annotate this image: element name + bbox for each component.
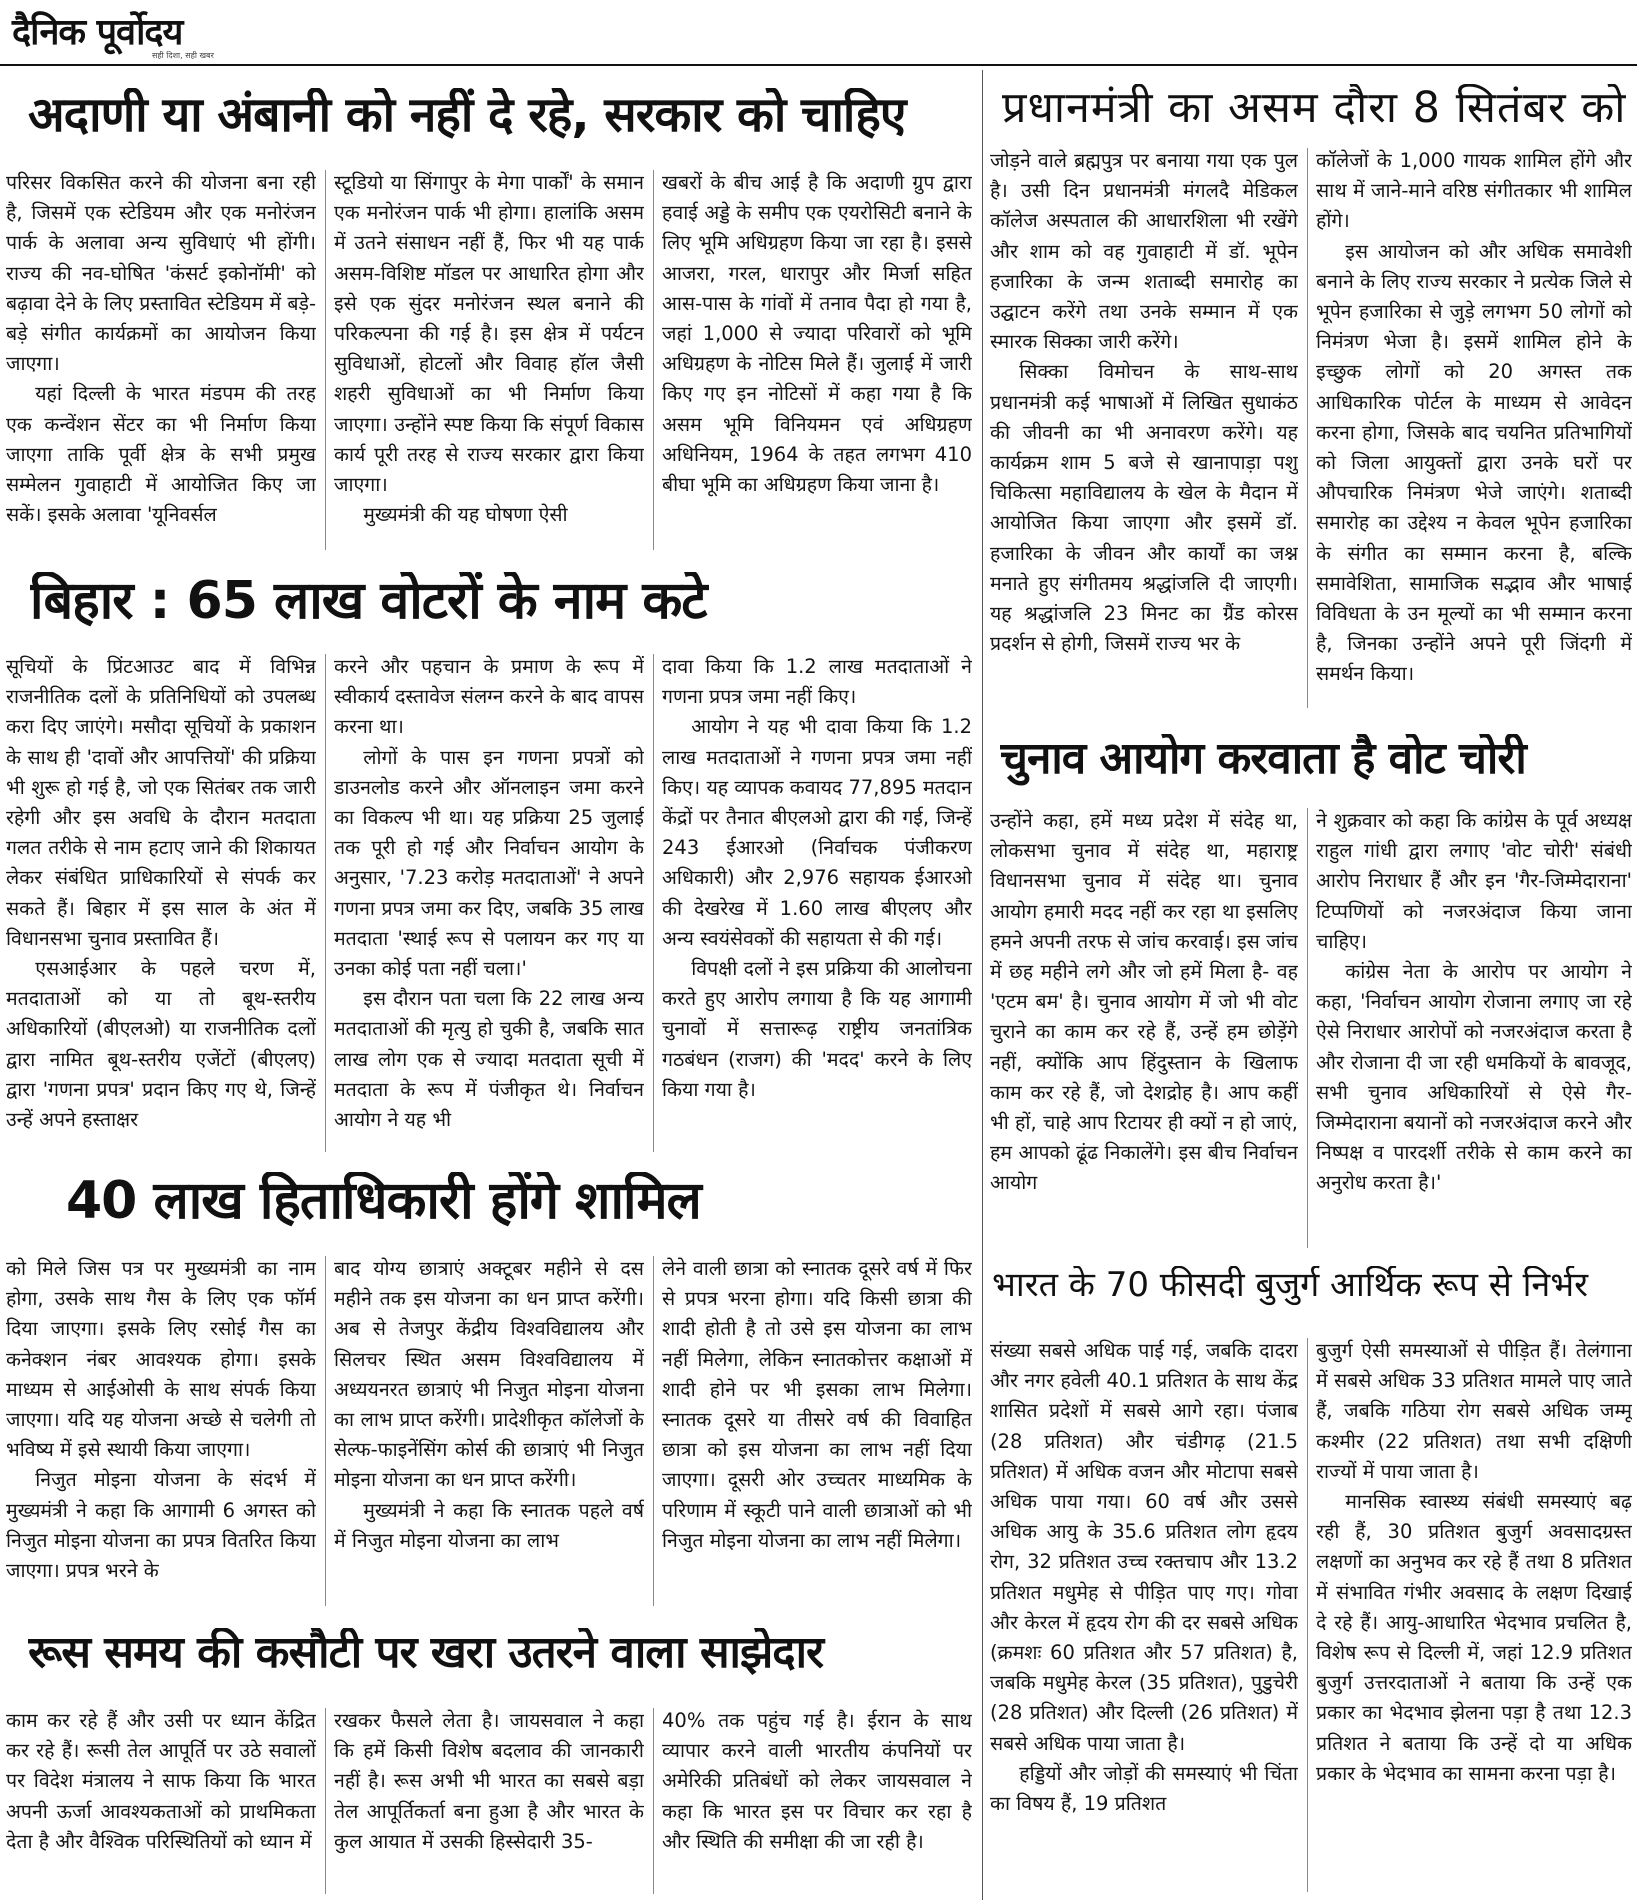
article-bihar-col-2 [334, 652, 644, 1156]
masthead-logo: दैनिक पूर्वोदय [12, 12, 183, 53]
column-divider [1307, 808, 1308, 1248]
paragraph: काम कर रहे हैं और उसी पर ध्यान केंद्रित कर रहे हैं। रूसी तेल आपूर्ति पर उठे सवालों पर विदेश मंत्रालय ने साफ किया कि भारत अपनी ऊर्जा आवश्यकताओं को प्राथमिकता देता है और वैश्विक परिस्थितियों को ध्यान में [6, 1709, 316, 1853]
paragraph: को मिले जिस पत्र पर मुख्यमंत्री का नाम होगा, उसके साथ गैस के लिए एक फॉर्म दिया जाएगा। इसके लिए रसोई गैस का कनेक्शन नंबर आवश्यक होगा। इसके माध्यम से आईओसी के साथ संपर्क किया जाएगा। यदि यह योजना अच्छे से चलेगी तो भविष्य में इसे स्थायी किया जाएगा। [6, 1257, 316, 1462]
column-divider [653, 170, 654, 550]
article-adani-col-1 [6, 168, 316, 554]
headline-pm-assam: प्रधानमंत्री का असम दौरा 8 सितंबर को [1002, 84, 1627, 133]
paragraph: इस दौरान पता चला कि 22 लाख अन्य मतदाताओं की मृत्यु हो चुकी है, जबकि सात लाख लोग एक से ज्यादा मतदाता सूची में मतदाता के रूप में पंजीकृत थे। निर्वाचन आयोग ने यह भी [334, 987, 644, 1132]
paragraph: दावा किया कि 1.2 लाख मतदाताओं ने गणना प्रपत्र जमा नहीं किए। [662, 655, 972, 709]
column-divider [1307, 148, 1308, 708]
paragraph: लेने वाली छात्रा को स्नातक दूसरे वर्ष में फिर से प्रपत्र भरना होगा। यदि किसी छात्रा की शादी होती है तो उसे इस योजना का लाभ नहीं मिलेगा, लेकिन स्नातकोत्तर कक्षाओं में शादी होने पर भी इसका लाभ मिलेगा। स्नातक दूसरे या तीसरे वर्ष की विवाहित छात्रा को इस योजना का लाभ नहीं दिया जाएगा। दूसरी ओर उच्चतर माध्यमिक के परिणाम में स्कूटी पाने वाली छात्राओं को भी निजुत मोइना योजना का लाभ नहीं मिलेगा। [662, 1257, 972, 1552]
paragraph: एसआईआर के पहले चरण में, मतदाताओं को या तो बूथ-स्तरीय अधिकारियों (बीएलओ) या राजनीतिक दलों द्वारा नामित बूथ-स्तरीय एजेंटों (बीएलए) द्वारा 'गणना प्रपत्र' प्रदान किए गए थे, जिन्हें उन्हें अपने हस्ताक्षर [6, 957, 316, 1132]
paragraph: मुख्यमंत्री ने कहा कि स्नातक पहले वर्ष में निजुत मोइना योजना का लाभ [334, 1498, 644, 1552]
column-divider [325, 1256, 326, 1606]
column-divider [653, 654, 654, 1152]
article-russia-col-2 [334, 1706, 644, 1896]
paragraph: संख्या सबसे अधिक पाई गई, जबकि दादरा और नगर हवेली 40.1 प्रतिशत के साथ केंद्र शासित प्रदेशों में सबसे आगे रहा। पंजाब (28 प्रतिशत) और चंडीगढ़ (21.5 प्रतिशत) में अधिक वजन और मोटापा सबसे अधिक पाया गया। 60 वर्ष और उससे अधिक आयु के 35.6 प्रतिशत लोग हृदय रोग, 32 प्रतिशत उच्च रक्तचाप और 13.2 प्रतिशत मधुमेह से पीड़ित पाए गए। गोवा और केरल में हृदय रोग की दर सबसे अधिक (क्रमशः 60 प्रतिशत और 57 प्रतिशत) है, जबकि मधुमेह केरल (35 प्रतिशत), पुडुचेरी (28 प्रतिशत) और दिल्ली (26 प्रतिशत) में सबसे अधिक पाया जाता है। [990, 1339, 1298, 1755]
article-beneficiaries-col-3 [662, 1254, 972, 1610]
headline-adani: अदाणी या अंबानी को नहीं दे रहे, सरकार को चाहिए [28, 88, 906, 143]
article-elderly-col-2 [1316, 1336, 1632, 1896]
paragraph: इस आयोजन को और अधिक समावेशी बनाने के लिए राज्य सरकार ने प्रत्येक जिले से भूपेन हजारिका से जुड़े लगभग 50 लोगों को निमंत्रण भेजा है। इसमें शामिल होने के इच्छुक लोगों को 20 अगस्त तक आधिकारिक पोर्टल के माध्यम से आवेदन करना होगा, जिसके बाद चयनित प्रतिभागियों को जिला आयुक्तों द्वारा उनके घरों पर औपचारिक निमंत्रण भेजे जाएंगे। शताब्दी समारोह का उद्देश्य न केवल भूपेन हजारिका के संगीत का सम्मान करना है, बल्कि समावेशिता, सामाजिक सद्भाव और भाषाई विविधता के उन मूल्यों का भी सम्मान करना है, जिनका उन्होंने अपने पूरी जिंदगी में समर्थन किया। [1316, 239, 1632, 686]
section-divider [982, 70, 983, 1900]
masthead-tagline: सही दिशा, सही खबर [152, 51, 214, 60]
paragraph: हड्डियों और जोड़ों की समस्याएं भी चिंता का विषय हैं, 19 प्रतिशत [990, 1761, 1298, 1816]
article-vote-theft-col-1 [990, 806, 1298, 1252]
paragraph: विपक्षी दलों ने इस प्रक्रिया की आलोचना करते हुए आरोप लगाया है कि यह आगामी चुनावों में सत्तारूढ़ राष्ट्रीय जनतांत्रिक गठबंधन (राजग) की 'मदद' करने के लिए किया गया है। [662, 957, 972, 1101]
column-divider [653, 1708, 654, 1894]
paragraph: जोड़ने वाले ब्रह्मपुत्र पर बनाया गया एक पुल है। उसी दिन प्रधानमंत्री मंगलदै मेडिकल कॉलेज अस्पताल की आधारशिला भी रखेंगे और शाम को वह गुवाहाटी में डॉ. भूपेन हजारिका के जन्म शताब्दी समारोह का उद्घाटन करेंगे तथा उनके सम्मान में एक स्मारक सिक्का जारी करेंगे। [990, 149, 1298, 354]
paragraph: करने और पहचान के प्रमाण के रूप में स्वीकार्य दस्तावेज संलग्न करने के बाद वापस करना था। [334, 655, 644, 739]
article-beneficiaries-col-2 [334, 1254, 644, 1610]
paragraph: खबरों के बीच आई है कि अदाणी ग्रुप द्वारा हवाई अड्डे के समीप एक एयरोसिटी बनाने के लिए भूमि अधिग्रहण किया जा रहा है। इससे आजरा, गरल, धारापुर और मिर्जा सहित आस-पास के गांवों में तनाव पैदा हो गया है, जहां 1,000 से ज्यादा परिवारों को भूमि अधिग्रहण के नोटिस मिले हैं। जुलाई में जारी किए गए इन नोटिसों में कहा गया है कि असम भूमि विनियमन एवं अधिग्रहण अधिनियम, 1964 के तहत लगभग 410 बीघा भूमि का अधिग्रहण किया जाना है। [662, 171, 972, 497]
paragraph: कांग्रेस नेता के आरोप पर आयोग ने कहा, 'निर्वाचन आयोग रोजाना लगाए जा रहे ऐसे निराधार आरोपों को नजरअंदाज करता है और रोजाना दी जा रही धमकियों के बावजूद, सभी चुनाव अधिकारियों से ऐसे गैर-जिम्मेदाराना बयानों को नजरअंदाज करने और निष्पक्ष व पारदर्शी तरीके से काम करने का अनुरोध करता है।' [1316, 960, 1632, 1195]
article-russia-col-3 [662, 1706, 972, 1896]
paragraph: 40% तक पहुंच गई है। ईरान के साथ व्यापार करने वाली भारतीय कंपनियों पर अमेरिकी प्रतिबंधों को लेकर जायसवाल ने कहा कि भारत इस पर विचार कर रहा है और स्थिति की समीक्षा की जा रही है। [662, 1709, 972, 1853]
masthead-rule [0, 64, 1637, 66]
article-bihar-col-1 [6, 652, 316, 1156]
article-bihar-col-3 [662, 652, 972, 1156]
paragraph: यहां दिल्ली के भारत मंडपम की तरह एक कन्वेंशन सेंटर का भी निर्माण किया जाएगा ताकि पूर्वी क्षेत्र के सभी प्रमुख सम्मेलन गुवाहाटी में आयोजित किए जा सकें। इसके अलावा 'यूनिवर्सल [6, 382, 316, 527]
paragraph: बुजुर्ग ऐसी समस्याओं से पीड़ित हैं। तेलंगाना में सबसे अधिक 33 प्रतिशत मामले पाए जाते हैं, जबकि गठिया रोग सबसे अधिक जम्मू कश्मीर (22 प्रतिशत) तथा सभी दक्षिणी राज्यों में पाया जाता है। [1316, 1339, 1632, 1483]
paragraph: आयोग ने यह भी दावा किया कि 1.2 लाख मतदाताओं ने गणना प्रपत्र जमा नहीं किए। यह व्यापक कवायद 77,895 मतदान केंद्रों पर तैनात बीएलओ द्वारा की गई, जिन्हें 243 ईआरओ (निर्वाचक पंजीकरण अधिकारी) और 2,976 सहायक ईआरओ की देखरेख में 1.60 लाख बीएलए और अन्य स्वयंसेवकों की सहायता से की गई। [662, 715, 972, 950]
paragraph: सिक्का विमोचन के साथ-साथ प्रधानमंत्री कई भाषाओं में लिखित सुधाकंठ की जीवनी का भी अनावरण करेंगे। यह कार्यक्रम शाम 5 बजे से खानापाड़ा पशु चिकित्सा महाविद्यालय के खेल के मैदान में आयोजित किया जाएगा और इसमें डॉ. हजारिका के जीवन और कार्यों का जश्न मनाते हुए संगीतमय श्रद्धांजलि दी जाएगी। यह श्रद्धांजलि 23 मिनट का ग्रैंड कोरस प्रदर्शन से होगी, जिसमें राज्य भर के [990, 360, 1298, 656]
paragraph: निजुत मोइना योजना के संदर्भ में मुख्यमंत्री ने कहा कि आगामी 6 अगस्त को निजुत मोइना योजना का प्रपत्र वितरित किया जाएगा। प्रपत्र भरने के [6, 1468, 316, 1583]
paragraph: ने शुक्रवार को कहा कि कांग्रेस के पूर्व अध्यक्ष राहुल गांधी द्वारा लगाए 'वोट चोरी' संबंधी आरोप निराधार हैं और इन 'गैर-जिम्मेदाराना' टिप्पणियों को नजरअंदाज किया जाना चाहिए। [1316, 809, 1632, 953]
paragraph: रखकर फैसले लेता है। जायसवाल ने कहा कि हमें किसी विशेष बदलाव की जानकारी नहीं है। रूस अभी भी भारत का सबसे बड़ा तेल आपूर्तिकर्ता बना हुआ है और भारत के कुल आयात में उसकी हिस्सेदारी 35- [334, 1709, 644, 1853]
article-beneficiaries-col-1 [6, 1254, 316, 1610]
paragraph: लोगों के पास इन गणना प्रपत्रों को डाउनलोड करने और ऑनलाइन जमा करने का विकल्प भी था। यह प्रक्रिया 25 जुलाई तक पूरी हो गई और निर्वाचन आयोग के अनुसार, '7.23 करोड़ मतदाताओं' ने अपने गणना प्रपत्र जमा कर दिए, जबकि 35 लाख मतदाता 'स्थाई रूप से पलायन कर गए या उनका कोई पता नहीं चला।' [334, 745, 644, 981]
column-divider [325, 1708, 326, 1894]
paragraph: परिसर विकसित करने की योजना बना रही है, जिसमें एक स्टेडियम और एक मनोरंजन पार्क के अलावा अन्य सुविधाएं भी होंगी। राज्य की नव-घोषित 'कंसर्ट इकोनॉमी' को बढ़ावा देने के लिए प्रस्तावित स्टेडियम में बड़े-बड़े संगीत कार्यक्रमों का आयोजन किया जाएगा। [6, 171, 316, 376]
headline-elderly: भारत के 70 फीसदी बुजुर्ग आर्थिक रूप से निर्भर [992, 1266, 1589, 1305]
masthead [12, 6, 312, 62]
paragraph: उन्होंने कहा, हमें मध्य प्रदेश में संदेह था, लोकसभा चुनाव में संदेह था, महाराष्ट्र विधानसभा चुनाव में संदेह था। चुनाव आयोग हमारी मदद नहीं कर रहा था इसलिए हमने अपनी तरफ से जांच करवाई। इस जांच में छह महीने लगे और जो हमें मिला है- वह 'एटम बम' है। चुनाव आयोग में जो भी वोट चुराने का काम कर रहे हैं, उन्हें हम छोड़ेंगे नहीं, क्योंकि आप हिंदुस्तान के खिलाफ काम कर रहे हैं, जो देशद्रोह है। आप कहीं भी हों, चाहे आप रिटायर ही क्यों न हो जाएं, हम आपको ढूंढ निकालेंगे। इस बीच निर्वाचन आयोग [990, 809, 1298, 1195]
column-divider [325, 170, 326, 550]
article-elderly-col-1 [990, 1336, 1298, 1896]
paragraph: बाद योग्य छात्राएं अक्टूबर महीने से दस महीने तक इस योजना का धन प्राप्त करेंगी। अब से तेजपुर केंद्रीय विश्वविद्यालय और सिलचर स्थित असम विश्वविद्यालय में अध्ययनरत छात्राएं भी निजुत मोइना योजना का लाभ प्राप्त करेंगी। प्रादेशीकृत कॉलेजों के सेल्फ-फाइनेंसिंग कोर्स की छात्राएं भी निजुत मोइना योजना का धन प्राप्त करेंगी। [334, 1257, 644, 1492]
headline-russia: रूस समय की कसौटी पर खरा उतरने वाला साझेदार [28, 1628, 823, 1678]
headline-bihar: बिहार : 65 लाख वोटरों के नाम कटे [30, 572, 707, 631]
paragraph: मानसिक स्वास्थ्य संबंधी समस्याएं बढ़ रही हैं, 30 प्रतिशत बुजुर्ग अवसादग्रस्त लक्षणों का अनुभव कर रहे हैं तथा 8 प्रतिशत में संभावित गंभीर अवसाद के लक्षण दिखाई दे रहे हैं। आयु-आधारित भेदभाव प्रचलित है, विशेष रूप से दिल्ली में, जहां 12.9 प्रतिशत बुजुर्ग उत्तरदाताओं ने बताया कि उन्हें एक प्रकार का भेदभाव झेलना पड़ा है तथा 12.3 प्रतिशत ने बताया कि उन्हें दो या अधिक प्रकार के भेदभाव का सामना करना पड़ा है। [1316, 1490, 1632, 1785]
headline-beneficiaries: 40 लाख हिताधिकारी होंगे शामिल [66, 1172, 701, 1231]
headline-vote-theft: चुनाव आयोग करवाता है वोट चोरी [1000, 734, 1526, 784]
article-pm-assam-col-1 [990, 146, 1298, 712]
article-pm-assam-col-2 [1316, 146, 1632, 712]
column-divider [325, 654, 326, 1152]
article-russia-col-1 [6, 1706, 316, 1896]
article-adani-col-3 [662, 168, 972, 554]
column-divider [1307, 1338, 1308, 1892]
paragraph: स्टूडियो या सिंगापुर के मेगा पार्कों' के समान एक मनोरंजन पार्क भी होगा। हालांकि असम में उतने संसाधन नहीं हैं, फिर भी यह पार्क असम-विशिष्ट मॉडल पर आधारित होगा और इसे एक सुंदर मनोरंजन स्थल बनाने की परिकल्पना की गई है। इस क्षेत्र में पर्यटन सुविधाओं, होटलों और विवाह हॉल जैसी शहरी सुविधाओं का भी निर्माण किया जाएगा। उन्होंने स्पष्ट किया कि संपूर्ण विकास कार्य पूरी तरह से राज्य सरकार द्वारा किया जाएगा। [334, 171, 644, 497]
article-adani-col-2 [334, 168, 644, 554]
paragraph: सूचियों के प्रिंटआउट बाद में विभिन्न राजनीतिक दलों के प्रतिनिधियों को उपलब्ध करा दिए जाएंगे। मसौदा सूचियों के प्रकाशन के साथ ही 'दावों और आपत्तियों' की प्रक्रिया भी शुरू हो गई है, जो एक सितंबर तक जारी रहेगी और इस अवधि के दौरान मतदाता गलत तरीके से नाम हटाए जाने की शिकायत लेकर संबंधित प्राधिकारियों से संपर्क कर सकते हैं। बिहार में इस साल के अंत में विधानसभा चुनाव प्रस्तावित हैं। [6, 655, 316, 950]
paragraph: कॉलेजों के 1,000 गायक शामिल होंगे और साथ में जाने-माने वरिष्ठ संगीतकार भी शामिल होंगे। [1316, 149, 1632, 233]
column-divider [653, 1256, 654, 1606]
paragraph: मुख्यमंत्री की यह घोषणा ऐसी [363, 503, 568, 527]
article-vote-theft-col-2 [1316, 806, 1632, 1252]
